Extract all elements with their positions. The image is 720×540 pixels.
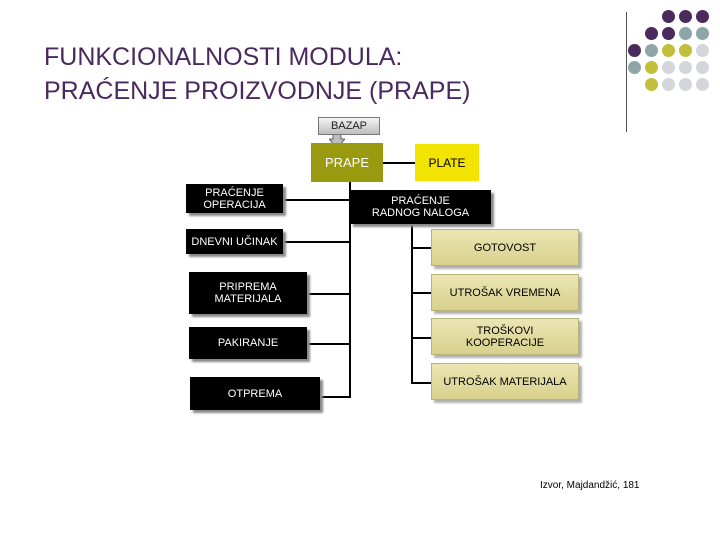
plate-box: PLATE — [415, 144, 479, 181]
connector-right-materijal — [411, 382, 431, 384]
left-item-priprema-materijala: PRIPREMA MATERIJALA — [189, 272, 307, 314]
connector-left-operacija — [283, 199, 350, 201]
decor-dot — [662, 61, 675, 74]
decor-dot — [679, 27, 692, 40]
decor-dot — [696, 78, 709, 91]
decor-dot — [662, 78, 675, 91]
decor-dot — [679, 44, 692, 57]
title-line-1: FUNKCIONALNOSTI MODULA: — [44, 43, 403, 71]
decor-dot — [696, 10, 709, 23]
right-item-utrosak-vremena: UTROŠAK VREMENA — [431, 274, 579, 311]
decor-dot — [645, 27, 658, 40]
connector-left-pakiranje — [307, 343, 350, 345]
decor-dot — [645, 78, 658, 91]
decor-dot — [645, 44, 658, 57]
decor-dot — [645, 61, 658, 74]
bazap-box: BAZAP — [318, 117, 380, 135]
decor-dot — [662, 10, 675, 23]
decor-dot — [679, 61, 692, 74]
source-citation: Izvor, Majdandžić, 181 — [540, 480, 640, 491]
connector-right-vrijeme — [411, 292, 431, 294]
right-item-gotovost: GOTOVOST — [431, 229, 579, 266]
connector-prape-plate — [383, 162, 415, 164]
left-item-otprema: OTPREMA — [190, 377, 320, 410]
title-line-2: PRAĆENJE PROIZVODNJE (PRAPE) — [44, 77, 471, 105]
connector-left-ucinak — [283, 241, 350, 243]
prape-box: PRAPE — [311, 143, 383, 182]
decor-dot — [679, 10, 692, 23]
decor-dot — [662, 44, 675, 57]
decor-dot — [679, 78, 692, 91]
connector-left-priprema — [307, 293, 350, 295]
decor-vertical-line — [626, 12, 627, 132]
right-header-pracenje-radnog-naloga: PRAĆENJE RADNOG NALOGA — [350, 190, 491, 224]
right-item-utrosak-materijala: UTROŠAK MATERIJALA — [431, 363, 579, 400]
connector-right-kooperacija — [411, 337, 431, 339]
left-item-pracenje-operacija: PRAĆENJE OPERACIJA — [186, 184, 283, 213]
decor-dot — [628, 44, 641, 57]
left-item-dnevni-ucinak: DNEVNI UČINAK — [186, 229, 283, 254]
decor-dot — [696, 27, 709, 40]
connector-left-otprema — [320, 396, 350, 398]
left-item-pakiranje: PAKIRANJE — [189, 327, 307, 359]
slide-title — [44, 40, 470, 108]
decor-dot — [628, 61, 641, 74]
decor-dot — [696, 44, 709, 57]
decor-dot — [696, 61, 709, 74]
decor-dot — [662, 27, 675, 40]
right-item-troskovi-kooperacije: TROŠKOVI KOOPERACIJE — [431, 318, 579, 355]
connector-right-gotovost — [411, 247, 431, 249]
